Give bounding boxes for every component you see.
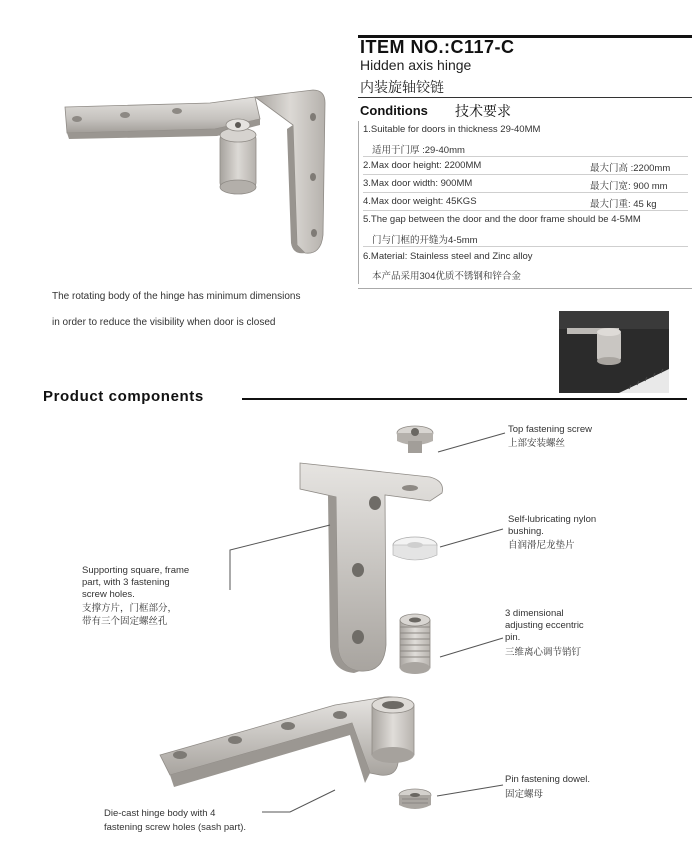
- condition-1-en: 1.Suitable for doors in thickness 29-40MM: [363, 124, 541, 135]
- frame-label-en-3: screw holes.: [82, 589, 135, 600]
- description-line-1: The rotating body of the hinge has minimum dimensions: [52, 291, 301, 302]
- product-name-cn: 内装旋轴铰链: [360, 79, 444, 95]
- frame-label-cn-2: 带有三个固定螺丝孔: [82, 616, 168, 627]
- condition-4-cn: 最大门重: 45 kg: [590, 199, 657, 210]
- product-components-title: Product components: [43, 388, 204, 405]
- product-name-en: Hidden axis hinge: [360, 57, 472, 73]
- frame-label-cn-1: 支撑方片，门框部分，: [82, 603, 178, 614]
- body-label-en-1: Die-cast hinge body with 4: [104, 808, 216, 819]
- condition-5-cn: 门与门框的开缝为4-5mm: [372, 235, 478, 246]
- conditions-title-cn: 技术要求: [455, 103, 511, 119]
- description-line-2: in order to reduce the visibility when door is closed: [52, 317, 276, 328]
- condition-1-cn: 适用于门厚 :29-40mm: [372, 145, 465, 156]
- condition-5-en: 5.The gap between the door and the door frame should be 4-5MM: [363, 214, 641, 225]
- body-label-en-2: fastening screw holes (sash part).: [104, 822, 247, 833]
- pin-label-en-2: adjusting eccentric: [505, 620, 584, 631]
- condition-3-cn: 最大门宽: 900 mm: [590, 181, 668, 192]
- item-number: ITEM NO.:C117-C: [360, 37, 515, 57]
- bushing-label-en-2: bushing.: [508, 526, 544, 537]
- top-screw-label-en: Top fastening screw: [508, 424, 592, 435]
- dowel-label-cn: 固定螺母: [505, 789, 544, 800]
- condition-2-cn: 最大门高 :2200mm: [590, 163, 671, 174]
- pin-label-cn: 三维离心调节销钉: [505, 647, 582, 658]
- pin-label-en-3: pin.: [505, 632, 521, 643]
- condition-2-en: 2.Max door height: 2200MM: [363, 160, 482, 171]
- condition-6-cn: 本产品采用304优质不锈钢和锌合金: [372, 271, 521, 282]
- frame-label-en-2: part, with 3 fastening: [82, 577, 170, 588]
- condition-4-en: 4.Max door weight: 45KGS: [363, 196, 477, 207]
- pin-label-en-1: 3 dimensional: [505, 608, 564, 619]
- top-screw-label-cn: 上部安装螺丝: [508, 438, 566, 449]
- conditions-title: Conditions: [360, 103, 428, 118]
- bushing-label-en-1: Self-lubricating nylon: [508, 514, 597, 525]
- frame-label-en-1: Supporting square, frame: [82, 565, 190, 576]
- bushing-label-cn: 自润滑尼龙垫片: [508, 540, 575, 551]
- condition-3-en: 3.Max door width: 900MM: [363, 178, 473, 189]
- condition-6-en: 6.Material: Stainless steel and Zinc alloy: [363, 251, 533, 262]
- dowel-label-en: Pin fastening dowel.: [505, 774, 591, 785]
